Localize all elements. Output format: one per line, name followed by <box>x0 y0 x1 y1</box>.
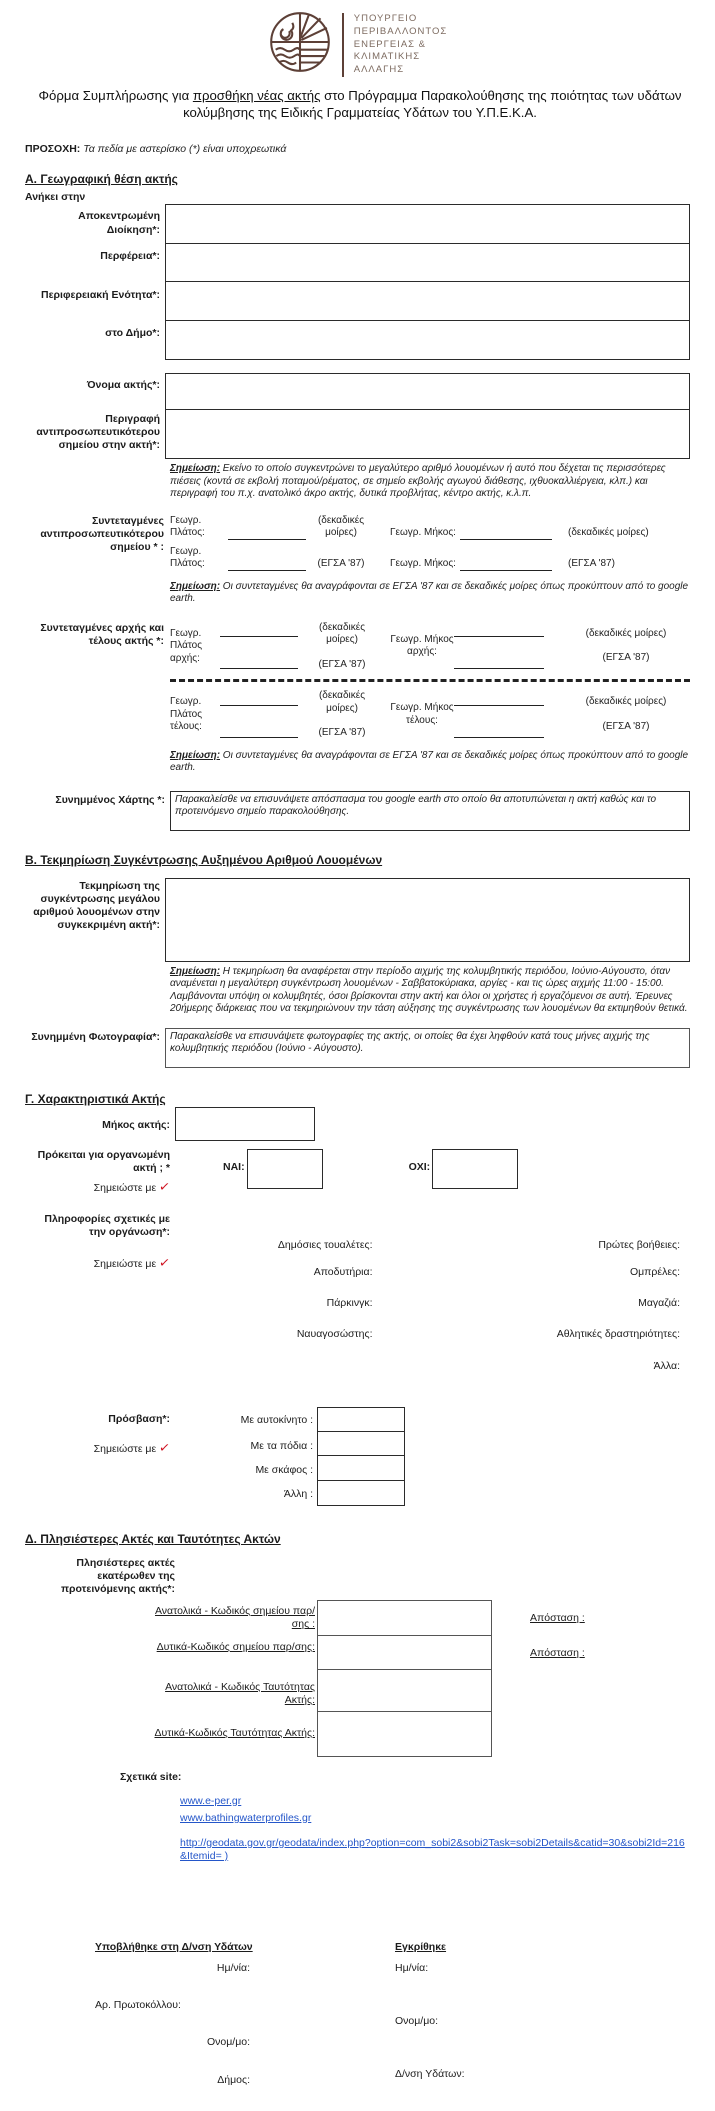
lon-end-dec-input[interactable] <box>454 692 544 706</box>
yes-label: ΝΑΙ: <box>223 1160 245 1173</box>
lon-label: Γεωγρ. Μήκος: <box>390 558 456 569</box>
nearest-beaches-fields <box>142 1600 690 1757</box>
access-item-row <box>207 1457 405 1481</box>
access-item-row <box>207 1433 405 1457</box>
attention-note: ΠΡΟΣΟΧΗ: Τα πεδία με αστερίσκο (*) είναι υποχρεωτικά <box>25 143 287 156</box>
attached-photo-row <box>25 1028 690 1068</box>
field-row <box>25 244 690 282</box>
decentralized-admin-input[interactable] <box>165 204 690 244</box>
lat-start-label: Γεωγρ. Πλάτος αρχής: <box>170 627 203 664</box>
beach-name-fields <box>25 373 690 459</box>
lat-egsa-input[interactable] <box>228 557 306 571</box>
attached-photo-label: Συνημμένη Φωτογραφία*: <box>31 1030 160 1043</box>
amenity-changing-rooms-label[interactable]: Αποδυτήρια: <box>313 1266 373 1279</box>
attached-photo-placeholder: Παρακαλείσθε να επισυνάψετε φωτογραφίες της ακτής, οι οποίες θα έχει ληφθούν κατά τους μήνες αιχμής της κολυμβητικής περιόδου (Ιούνιο - Αύγουστο). <box>170 1030 650 1054</box>
access-item-row <box>207 1407 405 1433</box>
access-other-checkbox[interactable] <box>317 1480 405 1506</box>
representative-point-desc-label: Περιγραφή αντιπροσωπευτικότερου σημείου στην ακτή*: <box>36 412 160 451</box>
decentralized-admin-label: Αποκεντρωμένη Διοίκηση*: <box>78 210 160 236</box>
field-row <box>25 321 690 359</box>
east-monitoring-code-input[interactable] <box>317 1600 492 1636</box>
submitted-heading: Υποβλήθηκε στη Δ/νση Υδάτων <box>95 1941 253 1954</box>
link-e-per[interactable]: www.e-per.gr <box>180 1794 242 1807</box>
access-label: Πρόσβαση*: <box>108 1412 170 1425</box>
regional-unit-label: Περιφερειακή Ενότητα*: <box>40 288 160 301</box>
representative-point-desc-input[interactable] <box>165 409 690 459</box>
municipality-input[interactable] <box>165 320 690 360</box>
west-identity-code-input[interactable] <box>317 1711 492 1757</box>
note-coords-2: Σημείωση: Οι συντεταγμένες θα αναγράφονται σε ΕΓΣΑ '87 και σε δεκαδικές μοίρες όπως προκύπτουν από το google earth. <box>170 749 689 773</box>
east-monitoring-code-label: Ανατολικά - Κωδικός σημείου παρ/σης : <box>154 1605 315 1631</box>
ministry-logo-icon <box>268 10 332 78</box>
protocol-number-label: Αρ. Πρωτοκόλλου: <box>95 1999 181 2012</box>
documentation-input[interactable] <box>165 878 690 962</box>
section-c-heading: Γ. Χαρακτηριστικά Ακτής <box>25 1091 166 1106</box>
lon-end-egsa-input[interactable] <box>454 724 544 738</box>
ministry-line: ΠΕΡΙΒΑΛΛΟΝΤΟΣ <box>353 25 448 37</box>
access-row <box>25 1407 690 1506</box>
check-icon: ✓ <box>158 1439 172 1456</box>
lat-label: Γεωγρ. Πλάτος: <box>170 514 205 538</box>
east-identity-code-label: Ανατολικά - Κωδικός Ταυτότητας Ακτής: <box>165 1680 315 1706</box>
note-representative-point: Σημείωση: Εκείνο το οποίο συγκεντρώνει το μεγαλύτερο αριθμό λουομένων ή αυτό που δέχεται τις περισσότερες πιέσεις (κοντά σε εκβολή ποταμού/ρέματος, σε σημείο εκβολής αγωγού διάθεσης, ιχθυοκαλλιέργεια, κλπ.) και περιγραφή του π.χ. ανατολικό άκρο ακτής, δυτικά προβλήτας, κέντρο ακτής, κ.λ.π. <box>170 463 666 499</box>
field-row <box>25 204 690 244</box>
amenity-sports-label[interactable]: Αθλητικές δραστηριότητες: <box>556 1328 680 1341</box>
divider <box>170 679 690 682</box>
lon-dec-input[interactable] <box>460 526 552 540</box>
egsa-unit-label: (ΕΓΣΑ '87) <box>317 558 365 569</box>
dec-unit-label: (δεκαδικές μοίρες) <box>585 696 667 708</box>
related-sites-label: Σχετικά site: <box>120 1771 182 1784</box>
beach-name-input[interactable] <box>165 373 690 411</box>
beach-length-row <box>25 1107 690 1141</box>
submitted-municipality-label: Δήμος: <box>217 2073 250 2086</box>
lat-end-dec-input[interactable] <box>220 692 298 706</box>
admin-fields <box>25 204 690 359</box>
west-monitoring-code-label: Δυτικά-Κωδικός σημείου παρ/σης: <box>156 1641 315 1654</box>
beach-length-input[interactable] <box>175 1107 315 1141</box>
coords-start-end <box>25 622 690 746</box>
organization-info-label: Πληροφορίες σχετικές με την οργάνωση*: <box>44 1213 170 1239</box>
lat-start-dec-input[interactable] <box>220 623 298 637</box>
nearest-beach-row <box>142 1636 690 1670</box>
access-foot-checkbox[interactable] <box>317 1431 405 1457</box>
amenity-lifeguard-label[interactable]: Ναυαγοσώστης: <box>296 1328 373 1341</box>
access-foot-label: Με τα πόδια : <box>250 1439 313 1452</box>
organization-info-row <box>25 1213 690 1387</box>
header <box>25 10 690 78</box>
east-identity-code-input[interactable] <box>317 1669 492 1713</box>
distance-label: Απόσταση : <box>530 1646 585 1659</box>
regional-unit-input[interactable] <box>165 281 690 321</box>
dec-unit-label: (δεκαδικές μοίρες) <box>318 690 366 714</box>
egsa-unit-label: (ΕΓΣΑ '87) <box>602 652 650 664</box>
lat-dec-input[interactable] <box>228 526 306 540</box>
water-directorate-label: Δ/νση Υδάτων: <box>395 2068 465 2081</box>
attached-map-placeholder: Παρακαλείσθε να επισυνάψετε απόσπασμα του google earth στο οποίο θα αποτυπώνεται η ακτή καθώς και το προτεινόμενο σημείο παρακολούθησης. <box>175 793 657 817</box>
lon-label: Γεωγρ. Μήκος: <box>390 527 456 538</box>
approved-heading: Εγκρίθηκε <box>395 1941 447 1954</box>
egsa-unit-label: (ΕΓΣΑ '87) <box>318 658 366 670</box>
egsa-unit-label: (ΕΓΣΑ '87) <box>602 720 650 732</box>
section-d-heading: Δ. Πλησιέστερες Ακτές και Ταυτότητες Ακτών <box>25 1531 281 1546</box>
beach-length-label: Μήκος ακτής: <box>102 1118 170 1131</box>
approved-name-label: Ονομ/μο: <box>395 2015 439 2028</box>
submitted-name-label: Ονομ/μο: <box>206 2036 250 2049</box>
egsa-unit-label: (ΕΓΣΑ '87) <box>568 558 615 569</box>
access-item-row <box>207 1481 405 1505</box>
related-sites-links <box>180 1795 690 1864</box>
signoff-section <box>25 1941 690 2111</box>
approved-date-label: Ημ/νία: <box>395 1962 429 1975</box>
amenity-umbrellas-label[interactable]: Ομπρέλες: <box>629 1266 680 1279</box>
amenity-toilets-label[interactable]: Δημόσιες τουαλέτες: <box>277 1239 373 1251</box>
mark-with-label: Σημειώστε με ✓ <box>93 1439 172 1456</box>
dec-unit-label: (δεκαδικές μοίρες) <box>568 527 649 538</box>
note-coords-1: Σημείωση: Οι συντεταγμένες θα αναγράφονται σε ΕΓΣΑ '87 και σε δεκαδικές μοίρες όπως προκύπτουν από το google earth. <box>170 580 689 604</box>
field-row <box>25 283 690 321</box>
west-identity-code-label: Δυτικά-Κωδικός Ταυτότητας Ακτής: <box>154 1727 315 1740</box>
check-icon: ✓ <box>158 1254 172 1271</box>
attached-map-row <box>25 791 690 831</box>
lon-end-label: Γεωγρ. Μήκος τέλους: <box>390 702 454 726</box>
link-geodata[interactable]: http://geodata.gov.gr/geodata/index.php?option=com_sobi2&sobi2Task=sobi2Details&catid=30&sobi2Id=216&Itemid= ) <box>180 1836 685 1862</box>
attached-map-input[interactable] <box>170 791 690 831</box>
organized-beach-label: Πρόκειται για οργανωμένη ακτή ; * <box>37 1148 170 1174</box>
mark-with-label: Σημειώστε με ✓ <box>93 1178 172 1195</box>
nearest-beach-row <box>142 1600 690 1636</box>
egsa-unit-label: (ΕΓΣΑ '87) <box>318 727 366 738</box>
lat-end-label: Γεωγρ. Πλάτος τέλους: <box>170 696 203 732</box>
distance-label: Απόσταση : <box>530 1611 585 1624</box>
access-other-label: Άλλη : <box>283 1488 313 1501</box>
coords-representative-label: Συντεταγμένες αντιπροσωπευτικότερου σημείου * : <box>40 514 164 553</box>
lon-start-dec-input[interactable] <box>454 623 544 637</box>
nearest-beach-row <box>142 1671 690 1713</box>
note-documentation: Σημείωση: Η τεκμηρίωση θα αναφέρεται στην περίοδο αιχμής της κολυμβητικής περιόδου, Ιούνιο-Αύγουστο, όταν αναμένεται η μεγαλύτερη συγκέντρωση λουομένων - Σαββατοκύριακα, αργίες - και τις ώρες αιχμής 11:00 - 15:00. Λαμβάνονται υπόψη οι κολυμβητές, όσοι βρίσκονται στην ακτή και όλοι οι χρήστες ή εργαζόμενοι σε αυτή. Έρευνες 20ήμερης διάρκειας που να τεκμηριώνουν την τάση αύξησης της συγκέντρωσης των λουομένων θα εκτιμηθούν θετικά. <box>170 965 688 1014</box>
lon-start-label: Γεωγρ. Μήκος αρχής: <box>390 633 454 658</box>
documentation-row <box>25 878 690 962</box>
lat-label: Γεωγρ. Πλάτος: <box>170 545 205 569</box>
municipality-label: στο Δήμο*: <box>105 327 160 340</box>
coords-representative <box>25 515 690 577</box>
ministry-name <box>342 13 447 77</box>
ministry-line: ΚΛΙΜΑΤΙΚΗΣ <box>353 51 421 63</box>
amenity-other-label[interactable]: Άλλα: <box>653 1359 680 1372</box>
nearest-beach-row <box>142 1713 690 1757</box>
submitted-date-label: Ημ/νία: <box>216 1962 250 1975</box>
ministry-line: ΥΠΟΥΡΓΕΙΟ <box>353 13 418 24</box>
dec-unit-label: (δεκαδικές μοίρες) <box>317 514 365 538</box>
no-label: ΟΧΙ: <box>408 1160 431 1173</box>
ministry-line: ΑΛΛΑΓΗΣ <box>353 64 405 76</box>
region-input[interactable] <box>165 243 690 283</box>
dec-unit-label: (δεκαδικές μοίρες) <box>318 621 366 645</box>
field-row <box>25 411 690 459</box>
region-label: Περφέρεια*: <box>100 250 160 263</box>
mark-with-label: Σημειώστε με ✓ <box>93 1254 172 1271</box>
lon-egsa-input[interactable] <box>460 557 552 571</box>
documentation-label: Τεκμηρίωση της συγκέντρωσης μεγάλου αριθμού λουομένων στην συγκεκριμένη ακτή*: <box>33 879 160 931</box>
amenity-first-aid-label[interactable]: Πρώτες βοήθειες: <box>598 1239 680 1251</box>
amenity-shops-label[interactable]: Μαγαζιά: <box>638 1297 680 1310</box>
attached-photo-input[interactable] <box>165 1028 690 1068</box>
amenity-parking-label[interactable]: Πάρκινγκ: <box>326 1297 373 1310</box>
access-boat-checkbox[interactable] <box>317 1455 405 1481</box>
beach-name-label: Όνομα ακτής*: <box>86 378 160 391</box>
form-title: Φόρμα Συμπλήρωσης για προσθήκη νέας ακτής στο Πρόγραμμα Παρακολούθησης της ποιότητας των υδάτων κολύμβησης της Ειδικής Γραμματείας Υδάτων του Υ.Π.Ε.Κ.Α. <box>38 88 682 120</box>
yes-checkbox[interactable] <box>247 1149 323 1189</box>
access-car-checkbox[interactable] <box>317 1407 405 1433</box>
coords-start-end-label: Συντεταγμένες αρχής και τέλους ακτής *: <box>40 621 164 647</box>
field-row <box>25 373 690 411</box>
attached-map-label: Συνημμένος Χάρτης *: <box>55 793 165 806</box>
dec-unit-label: (δεκαδικές μοίρες) <box>585 627 667 639</box>
no-checkbox[interactable] <box>432 1149 518 1189</box>
section-a-heading: Α. Γεωγραφική θέση ακτής <box>25 172 178 187</box>
check-icon: ✓ <box>158 1178 172 1195</box>
access-car-label: Με αυτοκίνητο : <box>240 1413 313 1426</box>
access-boat-label: Με σκάφος : <box>255 1464 313 1477</box>
belongs-label: Ανήκει στην <box>25 191 86 204</box>
lon-start-egsa-input[interactable] <box>454 655 544 669</box>
link-bathingwaterprofiles[interactable]: www.bathingwaterprofiles.gr <box>180 1811 312 1824</box>
section-b-heading: Β. Τεκμηρίωση Συγκέντρωσης Αυξημένου Αριθμού Λουομένων <box>25 852 383 867</box>
ministry-line: ΕΝΕΡΓΕΙΑΣ & <box>353 38 427 50</box>
organized-beach-row <box>25 1149 690 1196</box>
lat-end-egsa-input[interactable] <box>220 724 298 738</box>
lat-start-egsa-input[interactable] <box>220 655 298 669</box>
nearest-beaches-label: Πλησιέστερες ακτές εκατέρωθεν της προτεινόμενης ακτής*: <box>61 1556 175 1596</box>
west-monitoring-code-input[interactable] <box>317 1635 492 1671</box>
